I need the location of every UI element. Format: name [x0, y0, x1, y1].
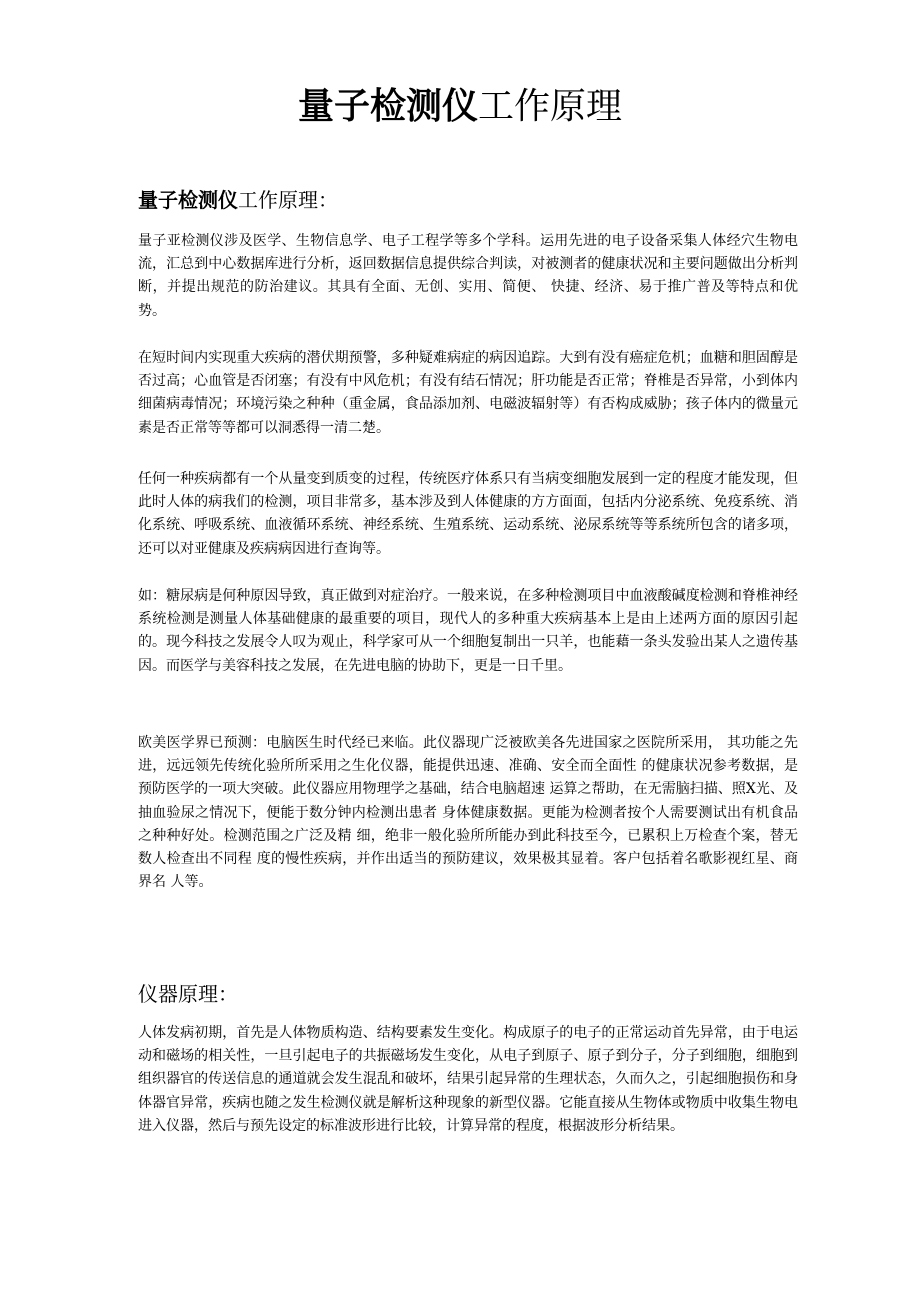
section-heading-principle	[138, 186, 338, 214]
paragraph-instrument-principle: 人体发病初期，首先是人体物质构造、结构要素发生变化。构成原子的电子的正常运动首先异常，由于电运动和磁场的相关性，一旦引起电子的共振磁场发生变化，从电子到原子、原子到分子，分子到细胞，细胞到组织器官的传送信息的通道就会发生混乱和破坏，结果引起异常的生理状态，久而久之，引起细胞损伤和身体器官异常，疾病也随之发生检测仪就是解析这种现象的新型仪器。它能直接从生物体或物质中收集生物电进入仪器，然后与预先设定的标准波形进行比较，计算异常的程度，根据波形分析结果。	[138, 1025, 798, 1134]
section-heading-normal-part: 工作原理：	[238, 188, 338, 212]
section-heading-instrument: 仪器原理：	[138, 982, 238, 1006]
paragraph-early-warning: 在短时间内实现重大疾病的潜伏期预警，多种疑难病症的病因追踪。大到有没有癌症危机；血糖和胆固醇是否过高；心血管是否闭塞；有没有中风危机；有没有结石情况；肝功能是否正常；脊椎是否异常，小到体内细菌病毒情况；环境污染之种种（重金属，食品添加剂、电磁波辐射等）有否构成威胁；孩子体内的微量元素是否正常等等都可以洞悉得一清二楚。	[138, 350, 798, 436]
title-bold-part: 量子检测仪	[297, 85, 478, 127]
document-title	[0, 82, 920, 131]
paragraph-diabetes-example: 如：糖尿病是何种原因导致，真正做到对症治疗。一般来说，在多种检测项目中血液酸碱度检测和脊椎神经系统检测是测量人体基础健康的最重要的项目，现代人的多种重大疾病基本上是由上述两方面的原因引起的。现今科技之发展令人叹为观止，科学家可从一个细胞复制出一只羊，也能藉一条头发验出某人之遗传基因。而医学与美容科技之发展，在先进电脑的协助下，更是一日千里。	[138, 588, 798, 674]
section-heading-bold-part: 量子检测仪	[138, 188, 238, 212]
paragraph-intro: 量子亚检测仪涉及医学、生物信息学、电子工程学等多个学科。运用先进的电子设备采集人体经穴生物电流，汇总到中心数据库进行分析，返回数据信息提供综合判读，对被测者的健康状况和主要问题做出分析判断，并提出规范的防治建议。其具有全面、无创、实用、简便、 快捷、经济、易于推广普及等特点和优势。	[138, 233, 798, 319]
paragraph-western-medicine: 欧美医学界已预测：电脑医生时代经已来临。此仪器现广泛被欧美各先进国家之医院所采用， 其功能之先进，远远领先传统化验所所采用之生化仪器，能提供迅速、准确、安全而全面性 的健康状况参考数据，是预防医学的一项大突破。此仪器应用物理学之基础，结合电脑超速 运算之帮助，在无需脑扫描、照X光、及抽血验尿之情况下，便能于数分钟内检测出患者 身体健康数据。更能为检测者按个人需要测试出有机食品之种种好处。检测范围之广泛及精 细，绝非一般化验所所能办到此科技至今，已累积上万检查个案，替无数人检查出不同程 度的慢性疾病，并作出适当的预防建议，效果极其显着。客户包括着名歌影视红星、商界名 人等。	[138, 735, 798, 891]
title-normal-part: 工作原理	[478, 86, 623, 127]
paragraph-disease-progression: 任何一种疾病都有一个从量变到质变的过程，传统医疗体系只有当病变细胞发展到一定的程度才能发现，但此时人体的病我们的检测，项目非常多，基本涉及到人体健康的方方面面，包括内分泌系统、免疫系统、消化系统、呼吸系统、血液循环系统、神经系统、生殖系统、运动系统、泌尿系统等等系统所包含的诸多项，还可以对亚健康及疾病病因进行查询等。	[138, 471, 798, 557]
